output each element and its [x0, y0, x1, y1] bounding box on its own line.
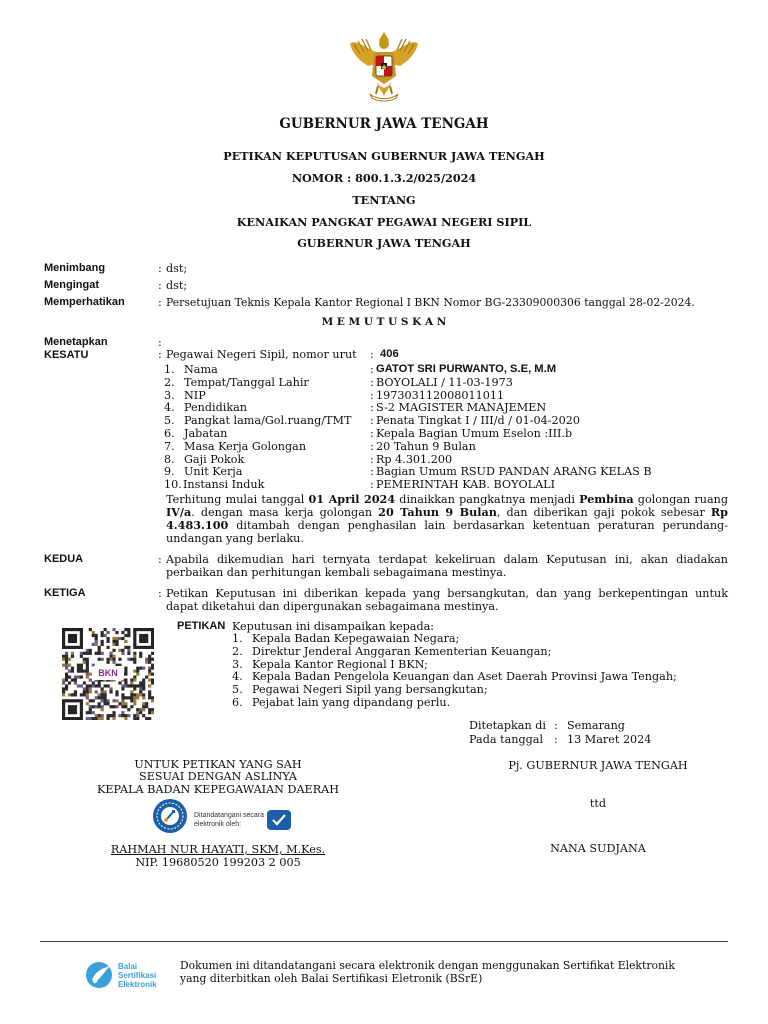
kesatu-intro-label: Pegawai Negeri Sipil, nomor urut: [166, 348, 357, 361]
colon: :: [370, 348, 374, 361]
kedua-label: KEDUA: [44, 553, 84, 565]
colon: :: [370, 375, 374, 389]
colon: :: [158, 262, 162, 275]
detail-value: GATOT SRI PURWANTO, S.E, M.M: [376, 363, 557, 375]
para-text: golongan ruang: [633, 493, 728, 506]
detail-number: 5.: [164, 414, 175, 428]
para-text: , dan diberikan gaji pokok sebesar: [496, 506, 711, 519]
date-value: 13 Maret 2024: [567, 733, 652, 746]
new-salary: Rp 4.483.100: [166, 505, 728, 532]
detail-value: 20 Tahun 9 Bulan: [376, 439, 476, 453]
work-period: 20 Tahun 9 Bulan: [378, 505, 497, 519]
recipient-number: 1.: [232, 632, 243, 645]
detail-value: BOYOLALI / 11-03-1973: [376, 375, 513, 389]
petikan-intro: Keputusan ini disampaikan kepada:: [232, 620, 435, 633]
decree-subject: KENAIKAN PANGKAT PEGAWAI NEGERI SIPIL: [236, 215, 532, 229]
new-grade: IV/a: [166, 505, 192, 519]
decide-heading: M E M U T U S K A N: [321, 316, 447, 328]
left-sign-line1: UNTUK PETIKAN YANG SAH: [134, 758, 302, 771]
detail-number: 6.: [164, 427, 175, 440]
detail-label: Jabatan: [184, 427, 228, 440]
detail-row: [164, 478, 724, 491]
detail-row: [164, 376, 724, 389]
ketiga-label: KETIGA: [44, 587, 86, 599]
recipient-number: 5.: [232, 683, 243, 697]
detail-number: 10.: [164, 478, 182, 492]
colon: :: [554, 719, 558, 732]
left-signer-nip: NIP. 19680520 199203 2 005: [135, 856, 301, 869]
left-sign-line2: SESUAI DENGAN ASLINYA: [139, 770, 297, 783]
detail-number: 4.: [164, 401, 175, 415]
kesatu-intro-row: [158, 348, 718, 361]
para-text: dinaikkan pangkatnya menjadi: [395, 493, 580, 506]
bsre-logo-text: Balai Sertifikasi Elektronik: [118, 962, 157, 989]
recipient-item: [232, 696, 450, 709]
colon: :: [158, 553, 162, 566]
decree-issuer: GUBERNUR JAWA TENGAH: [297, 236, 471, 250]
recipient-number: 2.: [232, 644, 243, 658]
detail-label: Unit Kerja: [184, 465, 243, 479]
recipient-number: 3.: [232, 657, 243, 671]
detail-row: [164, 401, 724, 414]
detail-label: Masa Kerja Golongan: [184, 439, 307, 453]
recipient-item: [232, 670, 677, 683]
detail-label: NIP: [184, 388, 206, 402]
detail-label: Pendidikan: [184, 401, 247, 415]
decree-title: PETIKAN KEPUTUSAN GUBERNUR JAWA TENGAH: [223, 149, 545, 163]
detail-label: Instansi Induk: [183, 478, 265, 492]
detail-value: Rp 4.301.200: [376, 452, 453, 466]
place-value: Semarang: [567, 719, 625, 732]
new-rank: Pembina: [579, 492, 634, 506]
about-heading: TENTANG: [352, 193, 416, 207]
colon: :: [370, 478, 374, 492]
footer-line1: Dokumen ini ditandatangani secara elektronik dengan menggunakan Sertifikat Elektronik: [180, 959, 675, 972]
colon: :: [370, 363, 374, 376]
footer-line2: yang diterbitkan oleh Balai Sertifikasi Eletronik (BSrE): [180, 972, 483, 985]
detail-row: [164, 465, 724, 478]
memperhatikan-value: Persetujuan Teknis Kepala Kantor Regional I BKN Nomor BG-23309000306 tanggal 28-02-2024.: [166, 296, 695, 309]
recipient-item: [232, 683, 488, 696]
decree-number: NOMOR : 800.1.3.2/025/2024: [291, 171, 477, 185]
petikan-label: PETIKAN: [177, 620, 226, 632]
esign-caption: Ditandatangani secara elektronik oleh:: [194, 812, 265, 828]
bsre-logo-icon: [84, 960, 116, 990]
detail-number: 8.: [164, 452, 175, 466]
qr-bkn-mark: BKN: [92, 666, 124, 680]
colon: :: [158, 348, 162, 361]
colon: :: [158, 587, 162, 600]
detail-value: Penata Tingkat I / III/d / 01-04-2020: [376, 414, 581, 428]
detail-row: [164, 414, 724, 427]
ketiga-text: Petikan Keputusan ini diberikan kepada yang bersangkutan, dan yang berkepentingan untuk dapat diketahui dan dipergunakan sebagaimana mestinya.: [166, 587, 728, 613]
detail-row: [164, 427, 724, 440]
detail-label: Tempat/Tanggal Lahir: [184, 375, 309, 389]
detail-value: Kepala Bagian Umum Eselon :III.b: [376, 427, 573, 440]
detail-row: [164, 440, 724, 453]
recipient-item: [232, 645, 551, 658]
recipient-text: Kepala Badan Kepegawaian Negara;: [252, 632, 460, 645]
para-text: . dengan masa kerja golongan: [191, 506, 379, 519]
colon: :: [554, 733, 558, 746]
recipient-text: Pegawai Negeri Sipil yang bersangkutan;: [252, 683, 488, 697]
menimbang-value: dst;: [166, 262, 188, 275]
detail-label: Pangkat lama/Gol.ruang/TMT: [184, 414, 352, 428]
recipient-item: [232, 632, 459, 645]
recipient-item: [232, 658, 428, 671]
left-signer-name: RAHMAH NUR HAYATI, SKM, M.Kes.: [110, 843, 326, 856]
colon: :: [158, 336, 162, 349]
memperhatikan-label: Memperhatikan: [44, 296, 125, 308]
right-signer-name: NANA SUDJANA: [550, 842, 646, 855]
garuda-emblem: [346, 30, 422, 106]
right-sign-title: Pj. GUBERNUR JAWA TENGAH: [508, 759, 688, 772]
detail-number: 2.: [164, 375, 175, 389]
colon: :: [370, 401, 374, 415]
date-label: Pada tanggal: [469, 733, 544, 746]
recipient-text: Kepala Badan Pengelola Keuangan dan Aset Daerah Provinsi Jawa Tengah;: [252, 670, 677, 684]
recipient-text: Direktur Jenderal Anggaran Kementerian Keuangan;: [252, 644, 552, 658]
governor-heading: GUBERNUR JAWA TENGAH: [279, 116, 489, 132]
detail-value: Bagian Umum RSUD PANDAN ARANG KELAS B: [376, 465, 652, 479]
right-sign-ttd: ttd: [589, 797, 607, 810]
colon: :: [158, 296, 162, 309]
esign-check-icon: [266, 809, 292, 831]
bsre-seal-icon: [152, 798, 188, 834]
detail-number: 3.: [164, 388, 175, 402]
detail-label: Nama: [184, 363, 218, 376]
qr-code: [62, 628, 154, 720]
colon: :: [158, 279, 162, 292]
detail-value: S-2 MAGISTER MANAJEMEN: [376, 401, 547, 415]
menetapkan-label: Menetapkan: [44, 336, 108, 348]
recipient-number: 4.: [232, 670, 243, 684]
detail-row: [164, 453, 724, 466]
footer-divider: [40, 941, 728, 942]
colon: :: [370, 452, 374, 466]
colon: :: [370, 388, 374, 402]
detail-row: [164, 363, 724, 376]
detail-number: 9.: [164, 465, 175, 479]
detail-number: 7.: [164, 439, 175, 453]
para-text: Terhitung mulai tanggal: [166, 493, 309, 506]
left-sign-line3: KEPALA BADAN KEPEGAWAIAN DAERAH: [97, 783, 339, 796]
mengingat-value: dst;: [166, 279, 188, 292]
detail-label: Gaji Pokok: [184, 452, 245, 466]
para-text: ditambah dengan penghasilan lain berdasarkan ketentuan peraturan perundang-undangan yang berlaku.: [166, 519, 728, 545]
detail-number: 1.: [164, 363, 175, 376]
kedua-text: Apabila dikemudian hari ternyata terdapat kekeliruan dalam Keputusan ini, akan diadakan perbaikan dan perhitungan kembali sebagaimana mestinya.: [166, 553, 728, 579]
mengingat-label: Mengingat: [44, 279, 99, 291]
tmt-date: 01 April 2024: [308, 492, 396, 506]
recipient-text: Kepala Kantor Regional I BKN;: [252, 657, 428, 671]
menimbang-label: Menimbang: [44, 262, 106, 274]
colon: :: [370, 427, 374, 440]
colon: :: [370, 465, 374, 479]
colon: :: [370, 414, 374, 428]
detail-row: [164, 389, 724, 402]
detail-value: PEMERINTAH KAB. BOYOLALI: [376, 478, 556, 492]
kesatu-intro-value: 406: [380, 348, 399, 360]
recipient-text: Pejabat lain yang dipandang perlu.: [252, 696, 451, 709]
detail-value: 197303112008011011: [376, 388, 505, 402]
recipient-number: 6.: [232, 696, 243, 709]
colon: :: [370, 439, 374, 453]
place-label: Ditetapkan di: [469, 719, 546, 732]
kesatu-label: KESATU: [44, 349, 89, 361]
kesatu-paragraph: [166, 493, 728, 545]
